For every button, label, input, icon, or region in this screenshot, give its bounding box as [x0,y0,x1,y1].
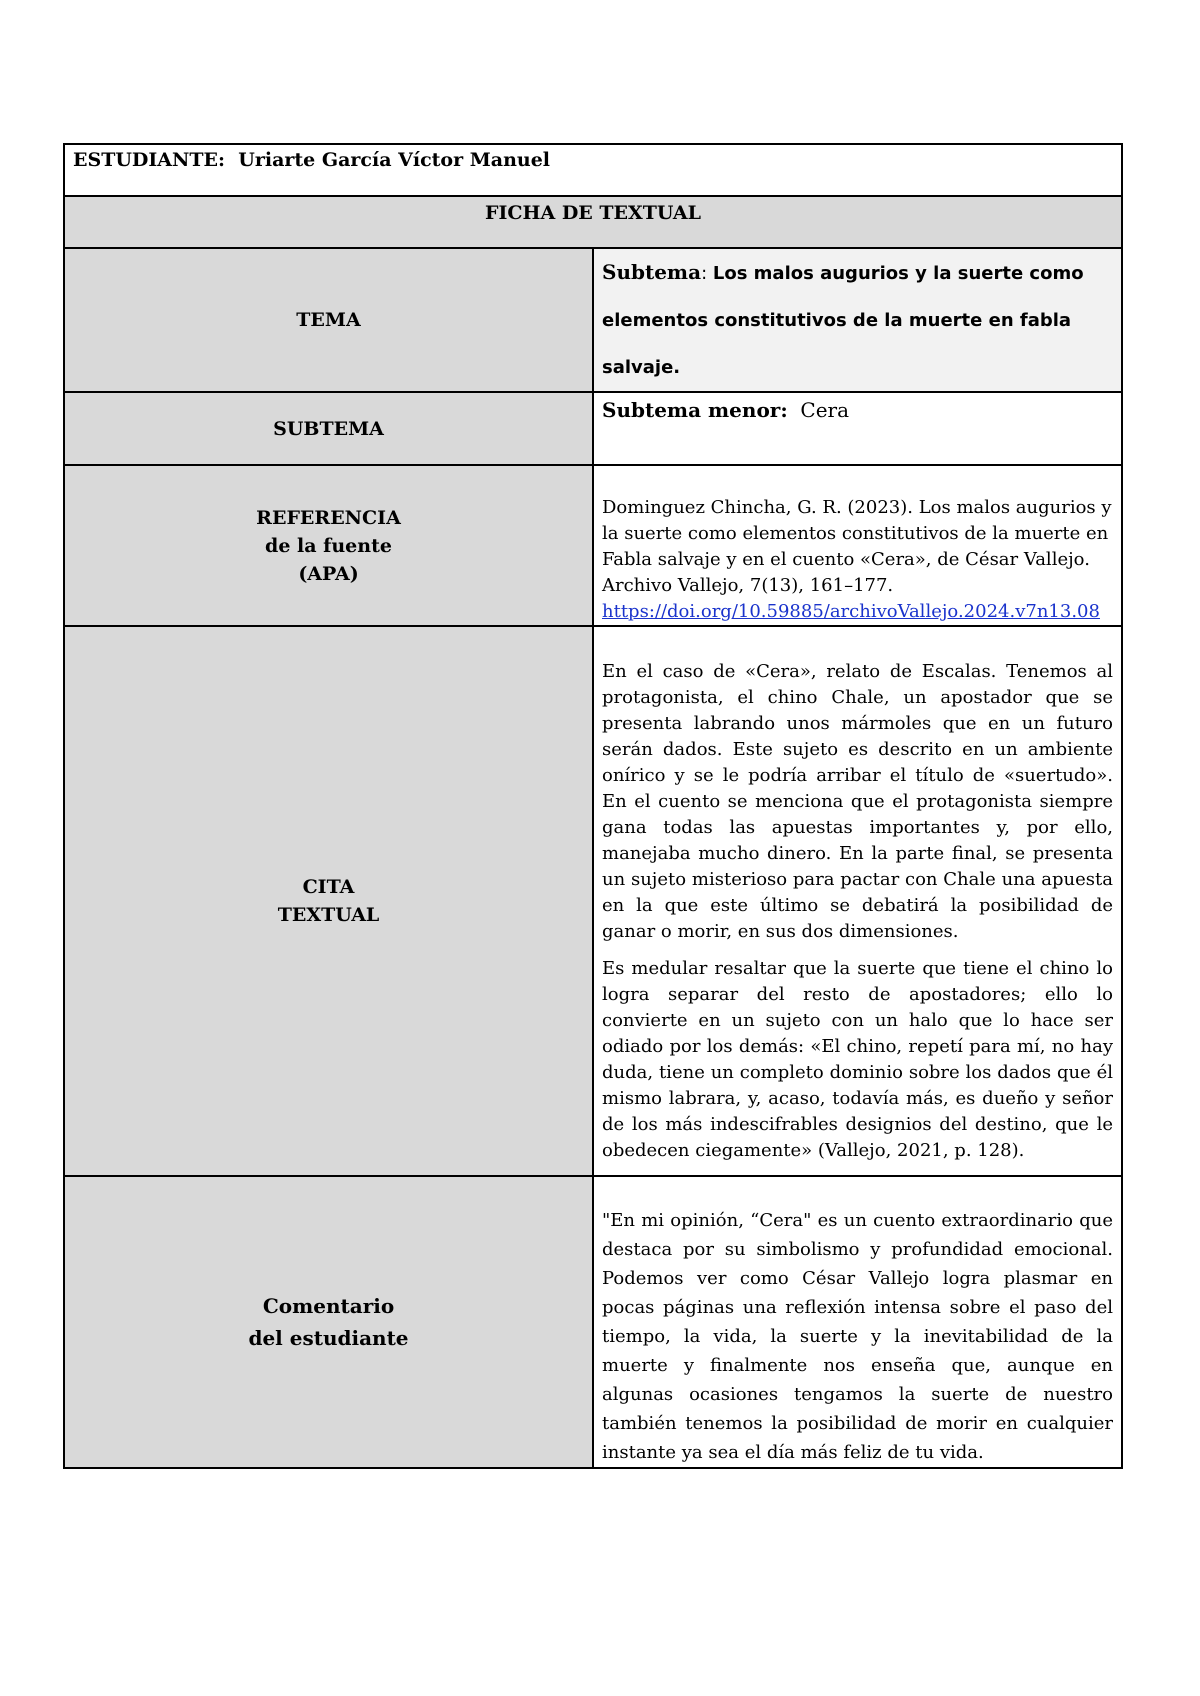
cita-paragraph-2: Es medular resaltar que la suerte que tiene el chino lo logra separar del resto de apostadores; ello lo convierte en un sujeto con un halo que lo hace ser odiado por los demás: «El chino, repetí para mí, no hay duda, tiene un completo dominio sobre los dados que él mismo labrara, y, acaso, todavía más, es dueño y señor de los más indescifrables designios del destino, que le obedecen ciegamente» (Vallejo, 2021, p. 128). [602,958,1113,1161]
subtema-prefix: Subtema menor: [602,398,788,422]
tema-text: Los malos augurios y la suerte como elementos constitutivos de la muerte en fabla salvaje. [602,263,1084,378]
referencia-label [64,465,593,626]
cita-paragraph-1: En el caso de «Cera», relato de Escalas. Tenemos al protagonista, el chino Chale, un apostador que se presenta labrando unos mármoles que en un futuro serán dados. Este sujeto es descrito en un ambiente onírico y se le podría arribar el título de «suertudo». En el cuento se menciona que el protagonista siempre gana todas las apuestas importantes y, por ello, manejaba mucho dinero. En la parte final, se presenta un sujeto misterioso para pactar con Chale una apuesta en la que este último se debatirá la posibilidad de ganar o morir, en sus dos dimensiones. [602,661,1113,942]
cita-row [64,626,1122,1176]
comentario-text: "En mi opinión, “Cera" es un cuento extraordinario que destaca por su simbolismo y profundidad emocional. Podemos ver como César Vallejo logra plasmar en pocas páginas una reflexión intensa sobre el paso del tiempo, la vida, la suerte y la inevitabilidad de la muerte y finalmente nos enseña que, aunque en algunas ocasiones tengamos la suerte de nuestro también tenemos la posibilidad de morir en cualquier instante ya sea el día más feliz de tu vida. [602,1210,1113,1463]
referencia-text: Dominguez Chincha, G. R. (2023). Los malos augurios y la suerte como elementos constitutivos de la muerte en Fabla salvaje y en el cuento «Cera», de César Vallejo. Archivo Vallejo, 7(13), 161–177. [602,497,1112,596]
tema-label: TEMA [64,248,593,392]
doi-link[interactable]: https://doi.org/10.59885/archivoVallejo.2024.v7n13.08 [602,601,1100,622]
comentario-label [64,1176,593,1468]
cita-content [593,626,1122,1176]
tema-content [593,248,1122,392]
cita-label-line1: CITA [302,876,355,898]
referencia-row [64,465,1122,626]
tema-row [64,248,1122,392]
referencia-label-line1: REFERENCIA [256,506,401,529]
comentario-label-line2: del estudiante [248,1326,409,1350]
student-label: ESTUDIANTE: [73,149,226,171]
cita-label-line2: TEXTUAL [277,904,380,926]
cita-label [64,626,593,1176]
subtema-value: Cera [800,398,850,422]
tema-prefix: Subtema [602,260,702,284]
header-cell [64,196,1122,248]
referencia-label-line3: (APA) [298,562,359,585]
tema-colon: : [701,263,713,284]
student-row [64,144,1122,196]
subtema-label: SUBTEMA [64,392,593,465]
referencia-label-line2: de la fuente [265,534,392,557]
subtema-content [593,392,1122,465]
comentario-content [593,1176,1122,1468]
ficha-table [63,143,1123,1469]
student-cell [64,144,1122,196]
comentario-row [64,1176,1122,1468]
subtema-row [64,392,1122,465]
header-row [64,196,1122,248]
comentario-label-line1: Comentario [262,1294,395,1318]
student-name: Uriarte García Víctor Manuel [238,149,551,171]
ficha-title: FICHA DE TEXTUAL [485,202,701,224]
referencia-content [593,465,1122,626]
